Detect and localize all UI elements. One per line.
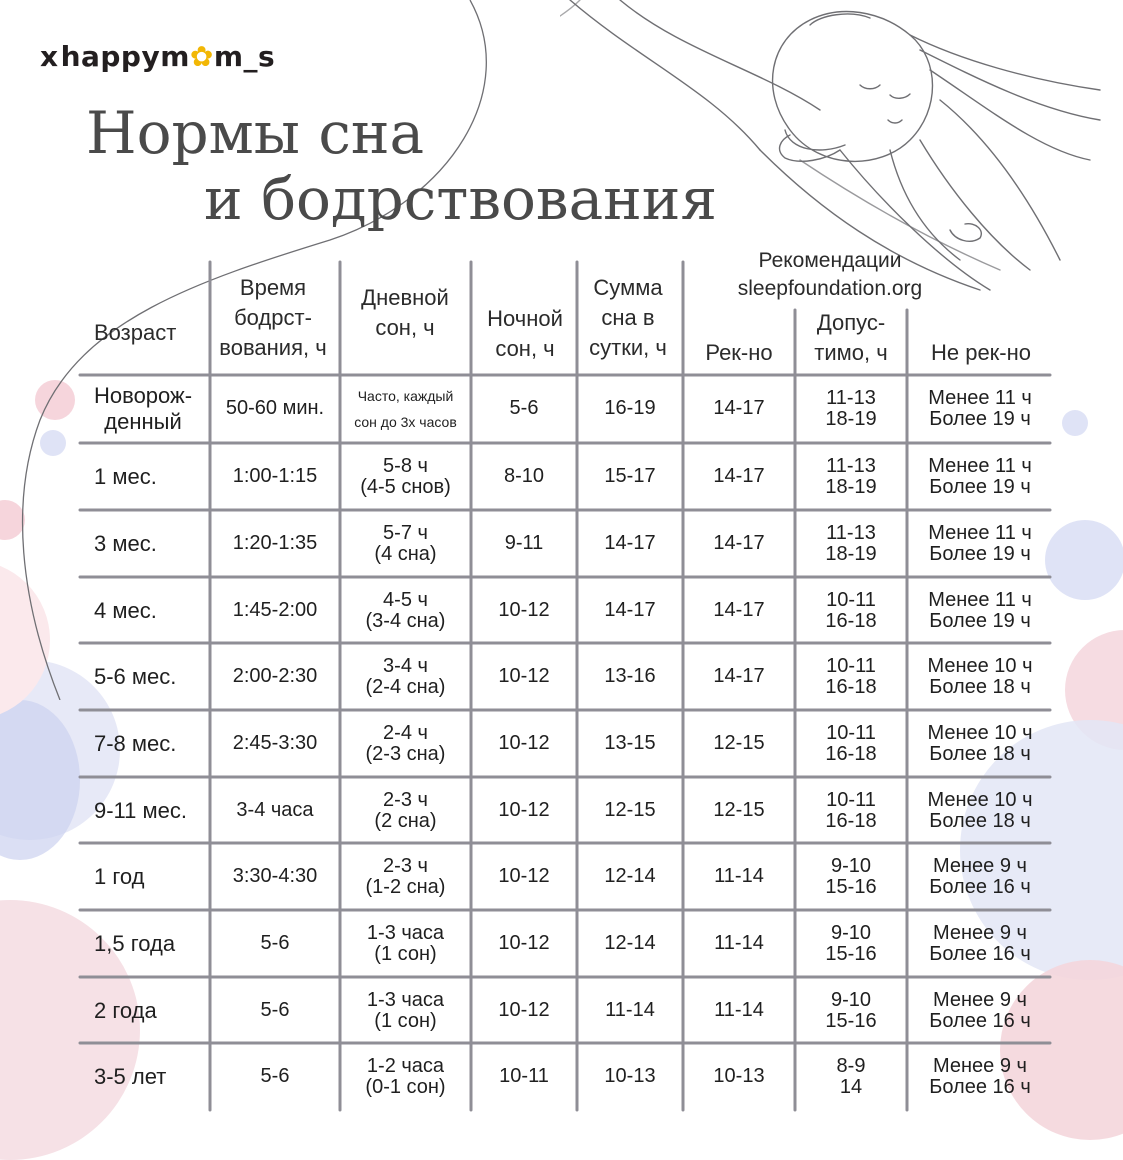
cell-allowed-line-1: 10-11: [826, 588, 876, 611]
cell-not-text: [929, 1056, 1031, 1098]
cell-day: [340, 510, 471, 577]
cell-allowed: [795, 510, 907, 577]
cell-allowed-text: [825, 388, 876, 430]
cell-day-line-1: Часто, каждый: [357, 387, 454, 404]
cell-age: [94, 843, 210, 910]
header-rec-line-1: Рекомендации: [758, 249, 902, 272]
cell-night-text: 9-11: [504, 532, 544, 554]
cell-allowed-line-1: 11-13: [826, 521, 876, 544]
cell-wake-text: 3:30-4:30: [232, 865, 318, 887]
cell-total: [577, 1043, 683, 1110]
cell-age-line-1: 1,5 года: [94, 930, 176, 956]
header-night-line-2: сон, ч: [495, 336, 555, 361]
cell-night: [471, 577, 577, 644]
cell-age-text: [94, 731, 176, 757]
cell-night: [471, 777, 577, 844]
cell-night-text: 10-12: [498, 932, 550, 954]
cell-not-line-2: Более 18 ч: [929, 675, 1031, 698]
cell-not-line-1: Менее 11 ч: [928, 521, 1032, 544]
cell-total: [577, 777, 683, 844]
cell-wake: [210, 443, 340, 510]
cell-day-text: [366, 590, 446, 632]
cell-age: [94, 510, 210, 577]
cell-not-line-2: Более 18 ч: [929, 809, 1031, 832]
cell-day: [340, 443, 471, 510]
cell-total: [577, 710, 683, 777]
cell-day: [340, 375, 471, 442]
cell-not-line-1: Менее 9 ч: [933, 921, 1027, 944]
cell-age-line-1: 7-8 мес.: [94, 730, 177, 756]
cell-night-text: 10-12: [498, 865, 550, 887]
cell-day-line-1: 3-4 ч: [383, 654, 428, 677]
cell-day: [340, 643, 471, 710]
cell-day-line-2: сон до 3х часов: [354, 413, 457, 430]
cell-wake-text: 1:20-1:35: [232, 532, 318, 554]
cell-day-line-2: (2-4 сна): [365, 675, 446, 698]
cell-total: [577, 977, 683, 1044]
cell-not-line-1: Менее 9 ч: [933, 854, 1027, 877]
cell-not: [907, 843, 1053, 910]
cell-total-text: 10-13: [604, 1065, 656, 1087]
cell-age-line-1: 5-6 мес.: [94, 663, 177, 689]
flower-icon: ✿: [189, 40, 214, 73]
cell-rec: [683, 843, 795, 910]
title-line-1: Нормы сна: [86, 99, 425, 167]
cell-age: [94, 777, 210, 844]
cell-allowed-text: [825, 990, 876, 1032]
cell-night: [471, 977, 577, 1044]
cell-age-text: [94, 864, 144, 890]
cell-total-text: 15-17: [604, 465, 656, 487]
cell-not-line-1: Менее 11 ч: [928, 588, 1032, 611]
cell-not-line-2: Более 19 ч: [929, 542, 1031, 565]
cell-rec: [683, 443, 795, 510]
cell-allowed-line-1: 9-10: [830, 854, 872, 877]
cell-allowed-text: [825, 923, 876, 965]
cell-not: [907, 777, 1053, 844]
cell-allowed: [795, 910, 907, 977]
cell-allowed: [795, 977, 907, 1044]
cell-night-text: 10-12: [498, 999, 550, 1021]
cell-rec-text: 12-15: [713, 732, 765, 754]
cell-not: [907, 510, 1053, 577]
cell-rec-text: 11-14: [714, 932, 764, 954]
cell-not: [907, 643, 1053, 710]
cell-allowed-line-1: 11-13: [826, 454, 876, 477]
cell-night: [471, 510, 577, 577]
cell-age: [94, 375, 210, 442]
cell-rec: [683, 1043, 795, 1110]
cell-day: [340, 977, 471, 1044]
cell-wake: [210, 710, 340, 777]
cell-rec-text: 11-14: [714, 999, 764, 1021]
brand-name-part-2: m_s: [213, 40, 276, 73]
cell-allowed-line-1: 10-11: [826, 654, 876, 677]
cell-night: [471, 843, 577, 910]
cell-allowed-line-2: 15-16: [825, 942, 877, 965]
cell-day: [340, 777, 471, 844]
cell-allowed-text: [825, 523, 876, 565]
cell-allowed-text: [837, 1056, 866, 1098]
cell-night: [471, 375, 577, 442]
cell-night: [471, 910, 577, 977]
cell-age: [94, 710, 210, 777]
cell-day-text: [365, 1056, 445, 1098]
cell-allowed-line-1: 8-9: [836, 1054, 866, 1077]
cell-day: [340, 910, 471, 977]
header-night-line-1: Ночной: [487, 306, 563, 331]
cell-not-text: [929, 856, 1031, 898]
cell-allowed: [795, 1043, 907, 1110]
cell-rec-text: 10-13: [713, 1065, 765, 1087]
cell-not-text: [927, 790, 1032, 832]
cell-not: [907, 443, 1053, 510]
header-total-line-2: сна в: [601, 305, 655, 330]
cell-allowed-text: [825, 656, 876, 698]
cell-allowed-text: [825, 456, 876, 498]
cell-day-text: [354, 383, 457, 435]
cell-day-line-2: (2 сна): [374, 809, 437, 832]
cell-not-line-1: Менее 9 ч: [933, 988, 1027, 1011]
cell-total: [577, 577, 683, 644]
cell-allowed-line-2: 16-18: [825, 609, 877, 632]
cell-age: [94, 643, 210, 710]
header-day-line-2: сон, ч: [375, 315, 435, 340]
cell-day-line-1: 5-8 ч: [383, 454, 428, 477]
cell-rec: [683, 977, 795, 1044]
cell-day-line-2: (0-1 сон): [365, 1075, 446, 1098]
cell-allowed-text: [825, 790, 876, 832]
cell-allowed: [795, 843, 907, 910]
cell-not-line-2: Более 18 ч: [929, 742, 1031, 765]
cell-wake-text: 1:00-1:15: [232, 465, 318, 487]
cell-day-text: [366, 656, 446, 698]
cell-not: [907, 577, 1053, 644]
header-not-recommended: Не рек-но: [930, 340, 1032, 365]
cell-allowed: [795, 577, 907, 644]
cell-allowed: [795, 375, 907, 442]
cell-total: [577, 375, 683, 442]
cell-age-text: [94, 998, 157, 1024]
cell-wake: [210, 375, 340, 442]
cell-wake-text: 5-6: [260, 1065, 290, 1087]
title-line-2: и бодрствования: [204, 165, 718, 233]
cell-age: [94, 443, 210, 510]
cell-night-text: 10-12: [498, 665, 550, 687]
cell-not-text: [928, 590, 1032, 632]
cell-allowed-line-2: 18-19: [825, 542, 877, 565]
cell-age-text: [94, 598, 157, 624]
header-age: Возраст: [94, 320, 177, 345]
cell-not-text: [928, 523, 1032, 565]
header-allowed-line-1: Допус-: [816, 310, 886, 335]
cell-rec: [683, 577, 795, 644]
cell-not-text: [927, 723, 1032, 765]
cell-age-line-1: Новорож-: [94, 382, 193, 408]
header-total-line-3: сутки, ч: [589, 335, 667, 360]
cell-not-line-1: Менее 11 ч: [928, 454, 1032, 477]
cell-age: [94, 1043, 210, 1110]
cell-not: [907, 375, 1053, 442]
cell-allowed-line-2: 15-16: [825, 1009, 877, 1032]
cell-night: [471, 643, 577, 710]
cell-total-text: 14-17: [604, 532, 656, 554]
cell-day-line-1: 2-3 ч: [383, 788, 428, 811]
cell-not-line-2: Более 19 ч: [929, 475, 1031, 498]
cell-wake: [210, 643, 340, 710]
cell-age-text: [94, 464, 157, 490]
cell-not: [907, 1043, 1053, 1110]
cell-age-text: [94, 531, 157, 557]
cell-age-text: [94, 931, 175, 957]
cell-day-line-1: 2-4 ч: [383, 721, 428, 744]
cell-age-text: [94, 383, 192, 435]
cell-day-line-1: 1-2 часа: [366, 1054, 445, 1077]
cell-total-text: 12-15: [604, 799, 656, 821]
cell-wake-text: 2:45-3:30: [232, 732, 318, 754]
cell-wake: [210, 843, 340, 910]
cell-age-text: [94, 1064, 166, 1090]
cell-wake: [210, 977, 340, 1044]
cell-night-text: 10-12: [498, 799, 550, 821]
cell-not-line-2: Более 16 ч: [929, 1009, 1031, 1032]
cell-age-line-1: 4 мес.: [94, 597, 157, 623]
cell-rec-text: 14-17: [713, 599, 765, 621]
cell-wake-text: 1:45-2:00: [232, 599, 318, 621]
cell-allowed-line-2: 14: [839, 1075, 863, 1098]
cell-allowed: [795, 443, 907, 510]
cell-day: [340, 710, 471, 777]
cell-night: [471, 443, 577, 510]
cell-day-line-2: (2-3 сна): [365, 742, 446, 765]
brand-prefix: x: [40, 40, 59, 73]
cell-day-line-1: 2-3 ч: [383, 854, 428, 877]
cell-rec-text: 14-17: [713, 465, 765, 487]
cell-day-text: [360, 456, 451, 498]
cell-not-line-1: Менее 10 ч: [927, 721, 1033, 744]
cell-day-line-1: 1-3 часа: [366, 921, 445, 944]
cell-not-line-2: Более 19 ч: [929, 609, 1031, 632]
cell-allowed-line-2: 16-18: [825, 742, 877, 765]
cell-wake-text: 2:00-2:30: [232, 665, 318, 687]
cell-allowed: [795, 777, 907, 844]
cell-day-line-1: 5-7 ч: [383, 521, 428, 544]
cell-total-text: 13-15: [604, 732, 656, 754]
cell-wake-text: 3-4 часа: [236, 799, 314, 821]
cell-not: [907, 977, 1053, 1044]
cell-allowed: [795, 643, 907, 710]
cell-night: [471, 710, 577, 777]
cell-day-text: [374, 523, 436, 565]
cell-age: [94, 577, 210, 644]
cell-rec: [683, 910, 795, 977]
cell-wake: [210, 910, 340, 977]
cell-total: [577, 910, 683, 977]
cell-day: [340, 577, 471, 644]
cell-rec: [683, 710, 795, 777]
cell-rec-text: 11-14: [714, 865, 764, 887]
cell-total-text: 12-14: [604, 932, 656, 954]
brand-name-part-1: happym: [60, 40, 190, 73]
cell-age-text: [94, 664, 176, 690]
cell-night-text: 5-6: [509, 397, 539, 419]
cell-not: [907, 910, 1053, 977]
header-recommended: Рек-но: [705, 340, 773, 365]
cell-not-text: [928, 388, 1032, 430]
cell-rec: [683, 777, 795, 844]
cell-allowed: [795, 710, 907, 777]
cell-day: [340, 1043, 471, 1110]
cell-not-text: [927, 656, 1032, 698]
cell-total-text: 16-19: [604, 397, 656, 419]
cell-night-text: 10-12: [498, 732, 550, 754]
cell-not-text: [929, 990, 1031, 1032]
cell-day-line-1: 1-3 часа: [366, 988, 445, 1011]
cell-wake-text: 50-60 мин.: [225, 397, 325, 419]
cell-not-line-1: Менее 9 ч: [933, 1054, 1027, 1077]
cell-age-line-1: 2 года: [94, 997, 157, 1023]
cell-total-text: 11-14: [605, 999, 655, 1021]
cell-day-text: [367, 990, 444, 1032]
cell-rec-text: 14-17: [713, 665, 765, 687]
cell-age-line-1: 3 мес.: [94, 530, 157, 556]
cell-day-text: [374, 790, 436, 832]
cell-not-line-1: Менее 11 ч: [928, 386, 1032, 409]
cell-day-text: [367, 923, 444, 965]
cell-age-line-1: 1 мес.: [94, 463, 157, 489]
cell-wake-text: 5-6: [260, 999, 290, 1021]
header-allowed-line-2: тимо, ч: [814, 340, 888, 365]
cell-allowed-line-2: 16-18: [825, 809, 877, 832]
cell-wake: [210, 577, 340, 644]
cell-not-line-2: Более 16 ч: [929, 942, 1031, 965]
cell-rec-text: 12-15: [713, 799, 765, 821]
cell-day-text: [366, 723, 446, 765]
cell-allowed-line-2: 18-19: [825, 407, 877, 430]
cell-allowed-line-1: 10-11: [826, 721, 876, 744]
header-total-line-1: Сумма: [593, 275, 663, 300]
cell-night-text: 10-12: [498, 599, 550, 621]
header-wake-line-2: бодрст-: [234, 305, 312, 330]
cell-allowed-text: [825, 856, 876, 898]
cell-allowed-text: [825, 590, 876, 632]
cell-rec-text: 14-17: [713, 532, 765, 554]
cell-total: [577, 643, 683, 710]
cell-day-text: [366, 856, 446, 898]
cell-age-line-1: 3-5 лет: [94, 1063, 167, 1089]
cell-allowed-line-1: 9-10: [830, 921, 872, 944]
cell-not-text: [928, 456, 1032, 498]
cell-age: [94, 910, 210, 977]
cell-day-line-2: (1-2 сна): [365, 875, 446, 898]
cell-not-text: [929, 923, 1031, 965]
cell-total-text: 14-17: [604, 599, 656, 621]
cell-night-text: 10-11: [499, 1065, 549, 1087]
cell-rec-text: 14-17: [713, 397, 765, 419]
cell-allowed-line-1: 10-11: [826, 788, 876, 811]
cell-age: [94, 977, 210, 1044]
cell-night-text: 8-10: [503, 465, 545, 487]
cell-day-line-2: (3-4 сна): [365, 609, 446, 632]
cell-total: [577, 843, 683, 910]
cell-not-line-2: Более 16 ч: [929, 1075, 1031, 1098]
header-wake-line-1: Время: [239, 275, 307, 300]
cell-not-line-1: Менее 10 ч: [927, 654, 1033, 677]
cell-not-line-2: Более 16 ч: [929, 875, 1031, 898]
cell-allowed-line-2: 18-19: [825, 475, 877, 498]
cell-allowed-line-2: 15-16: [825, 875, 877, 898]
cell-allowed-line-1: 11-13: [826, 386, 876, 409]
cell-allowed-line-1: 9-10: [830, 988, 872, 1011]
cell-day-line-2: (1 сон): [374, 942, 437, 965]
cell-age-line-2: денный: [104, 408, 182, 434]
cell-day-line-1: 4-5 ч: [383, 588, 428, 611]
cell-day-line-2: (4 сна): [374, 542, 437, 565]
cell-age-line-1: 9-11 мес.: [94, 797, 187, 823]
cell-night: [471, 1043, 577, 1110]
cell-allowed-text: [825, 723, 876, 765]
cell-wake: [210, 777, 340, 844]
cell-not-line-1: Менее 10 ч: [927, 788, 1033, 811]
cell-total: [577, 510, 683, 577]
header-rec-source: sleepfoundation.org: [737, 277, 923, 300]
cell-wake: [210, 1043, 340, 1110]
header-day-line-1: Дневной: [361, 285, 449, 310]
cell-rec: [683, 510, 795, 577]
cell-rec: [683, 375, 795, 442]
cell-total: [577, 443, 683, 510]
cell-total-text: 12-14: [604, 865, 656, 887]
cell-day: [340, 843, 471, 910]
cell-total-text: 13-16: [604, 665, 656, 687]
cell-not-line-2: Более 19 ч: [929, 407, 1031, 430]
cell-age-line-1: 1 год: [94, 863, 145, 889]
cell-wake: [210, 510, 340, 577]
cell-not: [907, 710, 1053, 777]
cell-allowed-line-2: 16-18: [825, 675, 877, 698]
cell-day-line-2: (4-5 снов): [360, 475, 451, 498]
cell-wake-text: 5-6: [260, 932, 290, 954]
cell-day-line-2: (1 сон): [374, 1009, 437, 1032]
cell-age-text: [94, 798, 187, 824]
cell-rec: [683, 643, 795, 710]
header-wake-line-3: вования, ч: [219, 335, 327, 360]
